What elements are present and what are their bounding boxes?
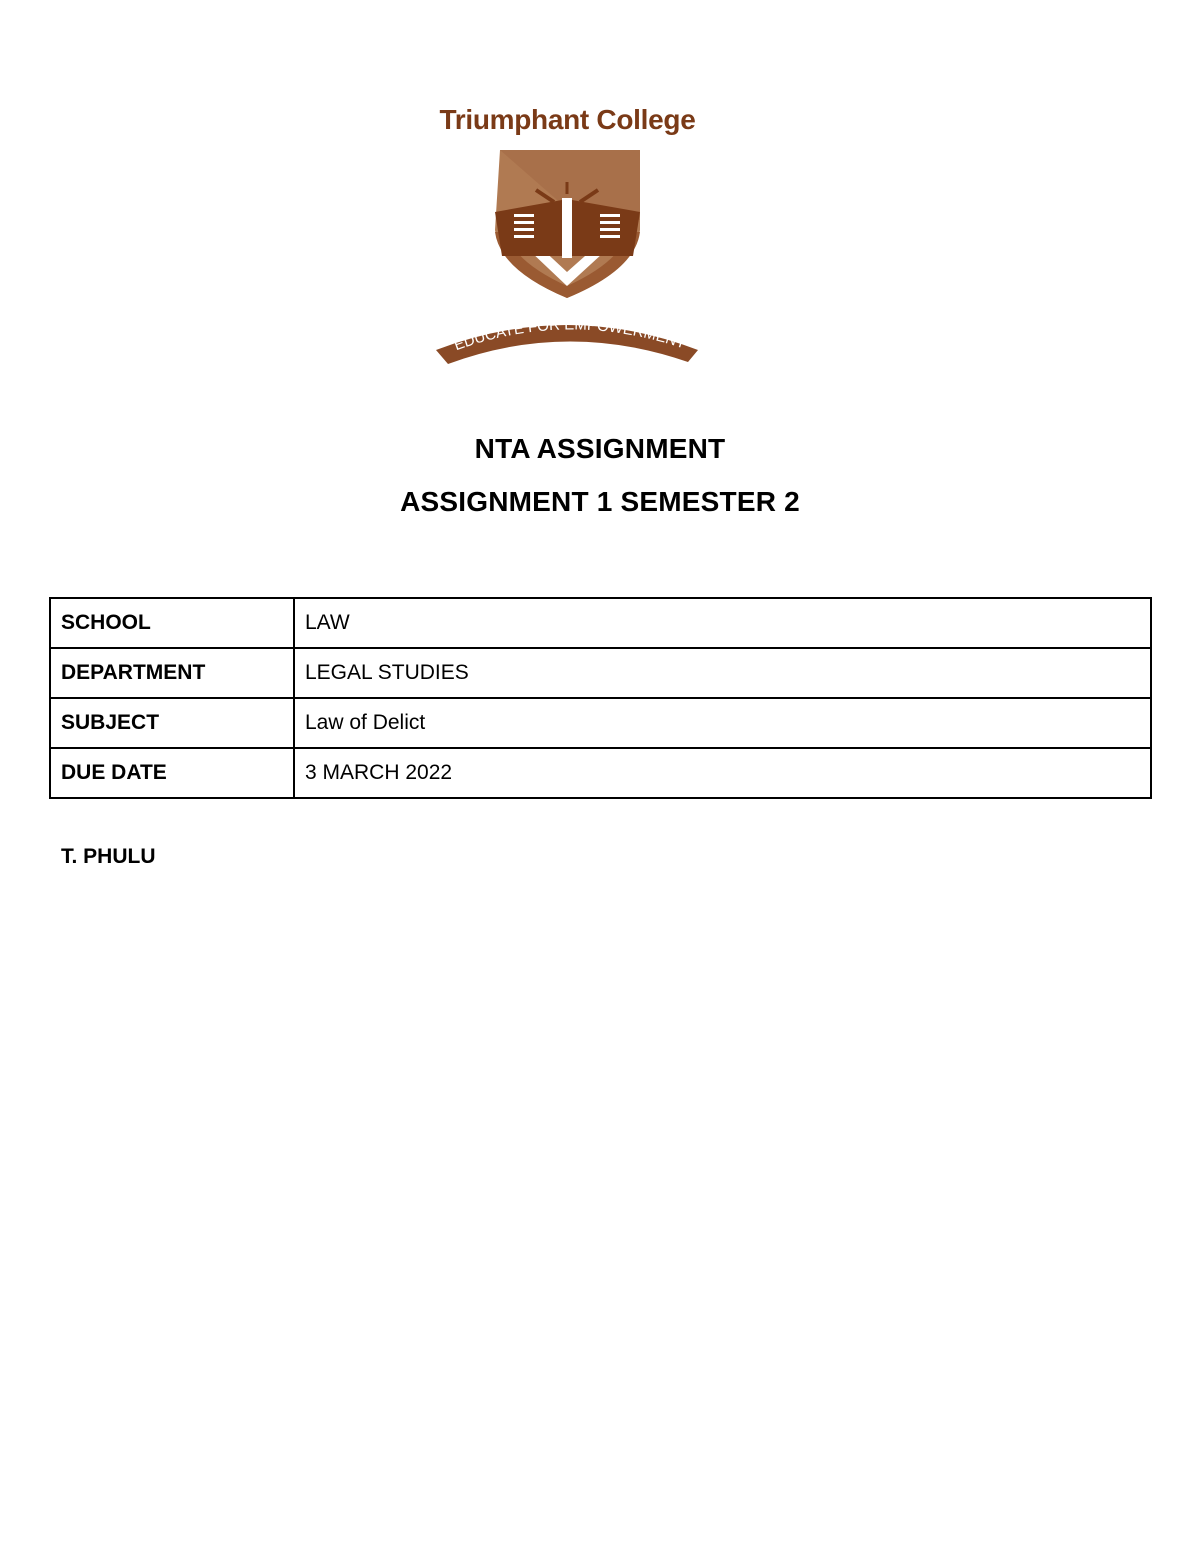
- row-value-subject: Law of Delict: [294, 698, 1151, 748]
- college-logo: [430, 100, 705, 370]
- row-value-department: LEGAL STUDIES: [294, 648, 1151, 698]
- row-label-subject: SUBJECT: [50, 698, 294, 748]
- college-name: Triumphant College: [439, 104, 696, 135]
- row-value-due-date: 3 MARCH 2022: [294, 748, 1151, 798]
- row-value-school: LAW: [294, 598, 1151, 648]
- row-label-school: SCHOOL: [50, 598, 294, 648]
- book-crest-icon: [430, 140, 705, 370]
- row-label-department: DEPARTMENT: [50, 648, 294, 698]
- author-name: T. PHULU: [61, 845, 156, 868]
- document-title: NTA ASSIGNMENT: [474, 433, 726, 464]
- table-row: [50, 748, 1151, 798]
- college-motto: EDUCATE FOR EMPOWERMENT: [451, 316, 688, 355]
- table-row: [50, 698, 1151, 748]
- table-row: [50, 598, 1151, 648]
- assignment-info-table: [49, 597, 1152, 799]
- table-row: [50, 648, 1151, 698]
- document-subtitle: ASSIGNMENT 1 SEMESTER 2: [400, 486, 800, 517]
- row-label-due-date: DUE DATE: [50, 748, 294, 798]
